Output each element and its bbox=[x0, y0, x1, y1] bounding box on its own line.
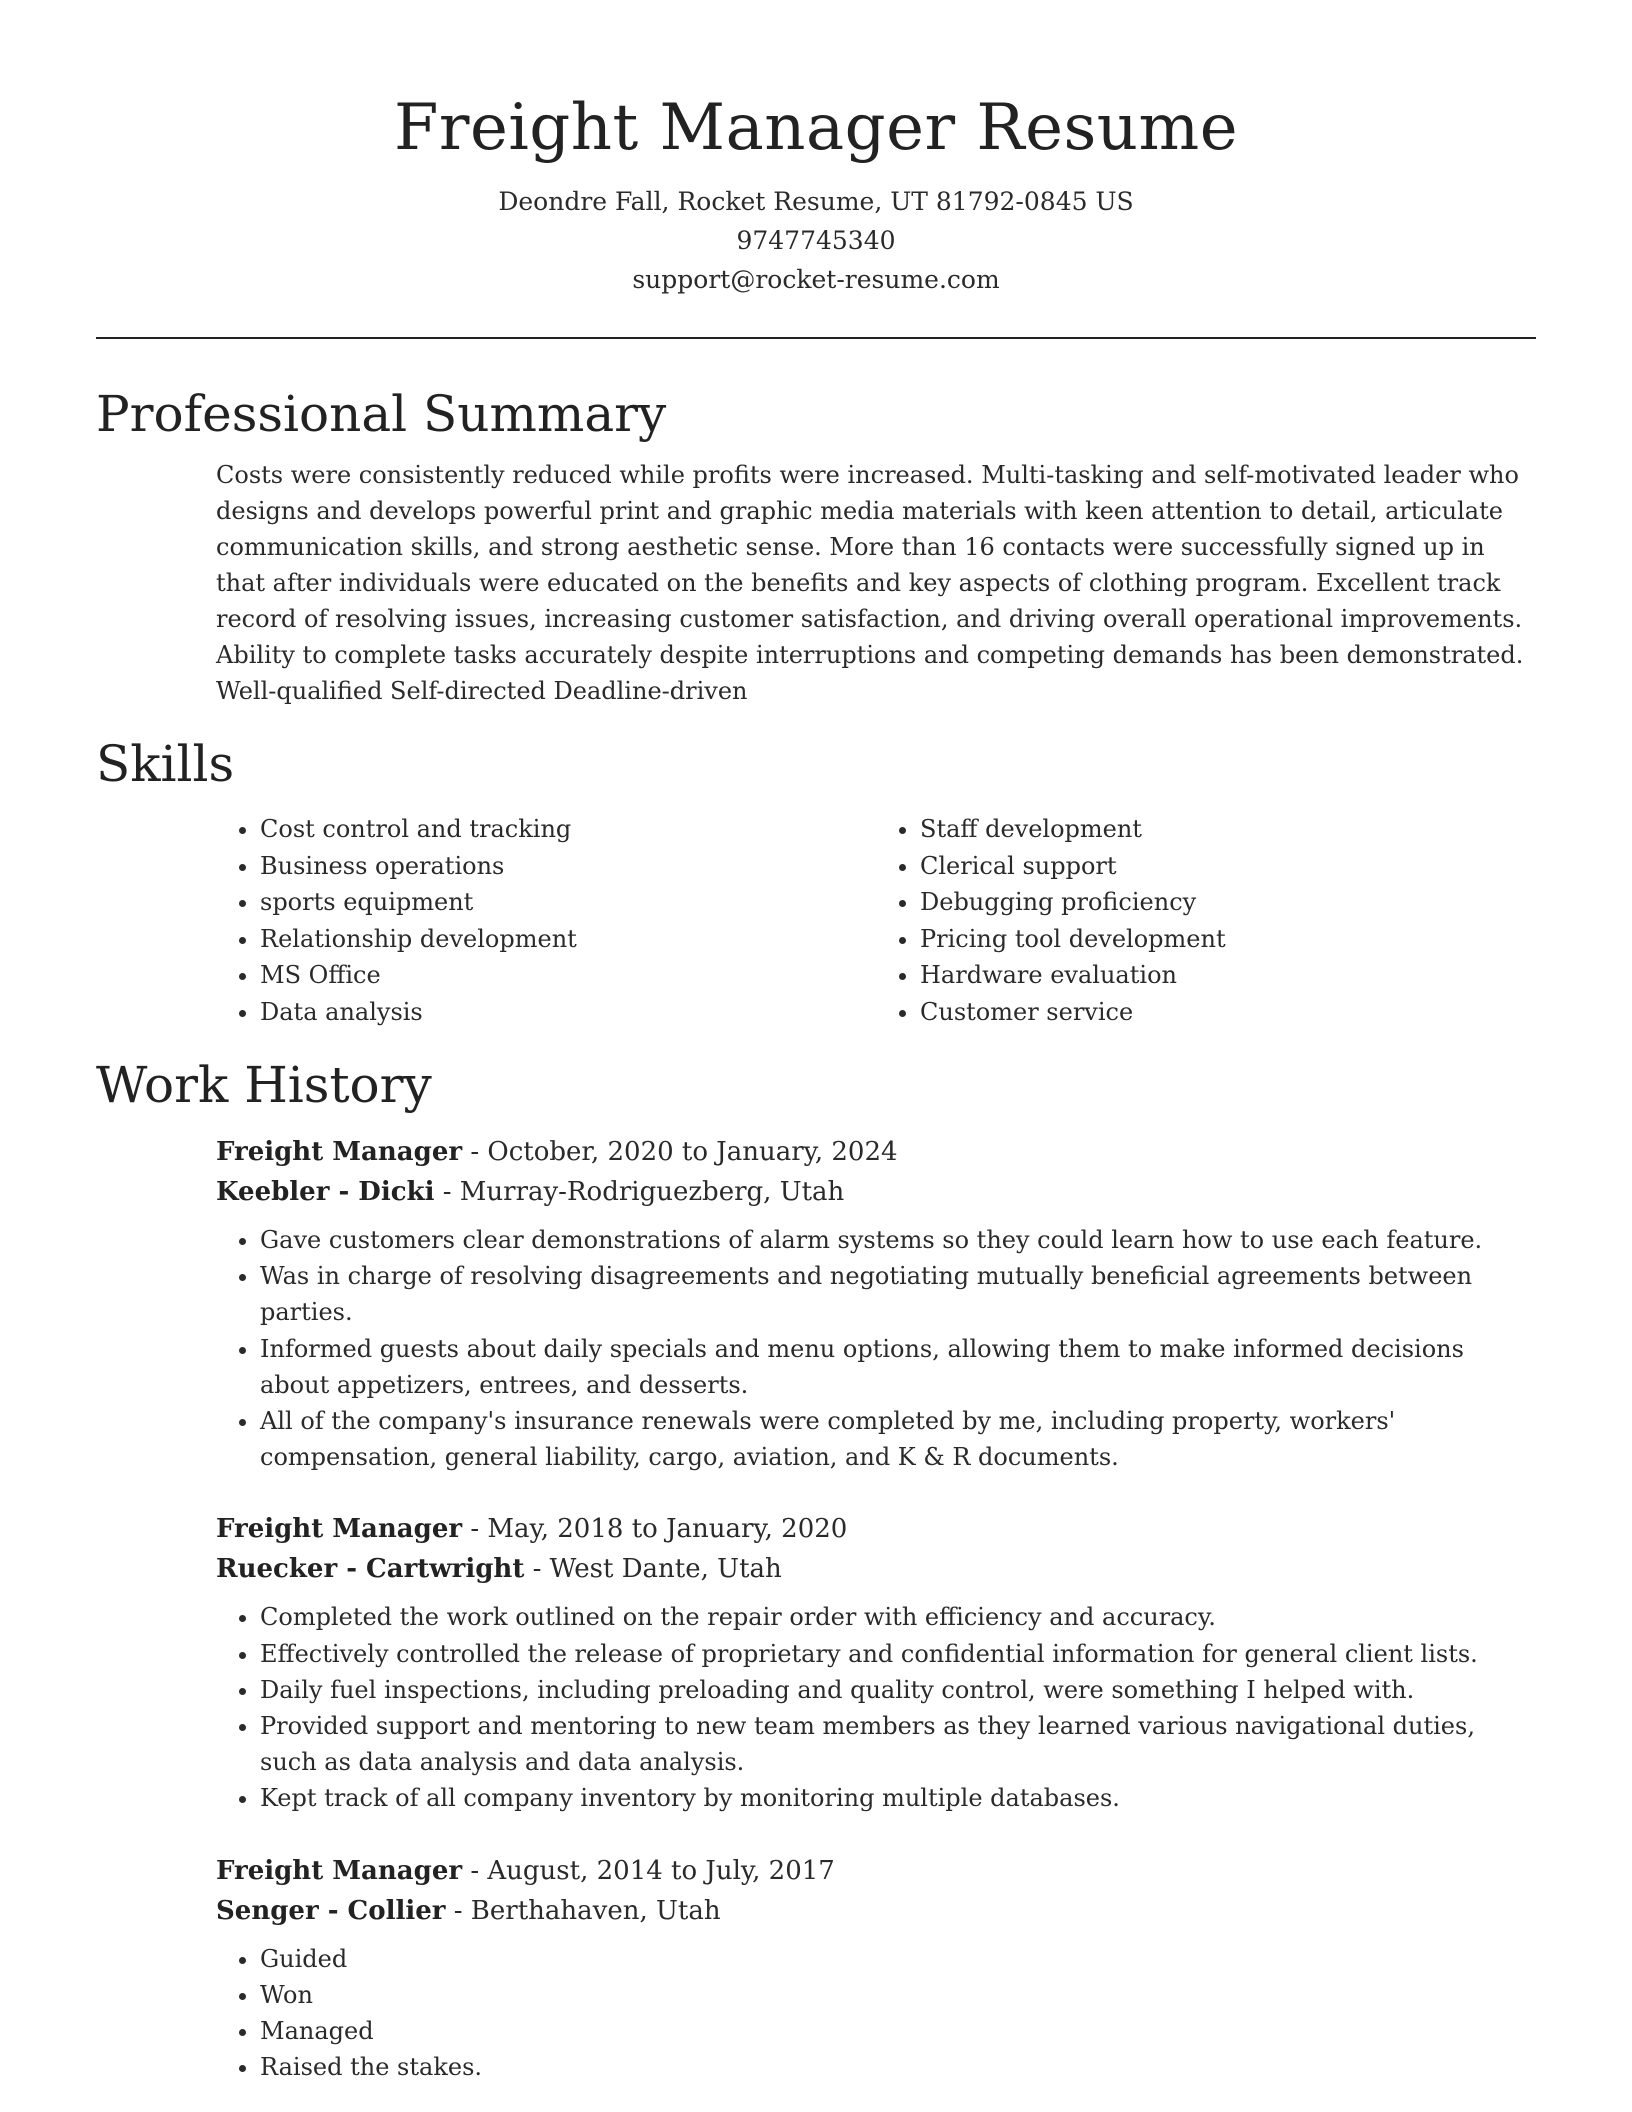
skill-item: • sports equipment bbox=[260, 884, 876, 921]
job-company-line bbox=[216, 1549, 1536, 1589]
skill-item: • Clerical support bbox=[920, 848, 1536, 885]
job-bullet: • Managed bbox=[260, 2013, 1536, 2049]
skill-item: • Pricing tool development bbox=[920, 921, 1536, 958]
job-location: - Berthahaven, Utah bbox=[445, 1895, 721, 1926]
job-title: Freight Manager bbox=[216, 1137, 463, 1167]
job-entry bbox=[216, 1132, 1536, 1475]
job-bullet: • Provided support and mentoring to new team members as they learned various navigational duties, such as data analysis and data analysis. bbox=[260, 1708, 1536, 1780]
skills-heading: Skills bbox=[96, 735, 235, 793]
job-company: Keebler - Dicki bbox=[216, 1177, 435, 1207]
job-title-line bbox=[216, 1509, 1536, 1549]
job-bullet: • Raised the stakes. bbox=[260, 2049, 1536, 2085]
job-dates: - August, 2014 to July, 2017 bbox=[462, 1855, 835, 1886]
summary-text: Costs were consistently reduced while profits were increased. Multi-tasking and self-motivated leader who designs and develops powerful print and graphic media materials with keen attention to detail, articulate communication skills, and strong aesthetic sense. More than 16 contacts were successfully signed up in that after individuals were educated on the benefits and key aspects of clothing program. Excellent track record of resolving issues, increasing customer satisfaction, and driving overall operational improvements. Ability to complete tasks accurately despite interruptions and competing demands has been demonstrated. Well-qualified Self-directed Deadline-driven bbox=[216, 461, 1524, 705]
job-bullets bbox=[216, 1941, 1536, 2086]
skill-item: • Hardware evaluation bbox=[920, 957, 1536, 994]
contact-phone: 9747745340 bbox=[736, 226, 896, 255]
contact-email: support@rocket-resume.com bbox=[632, 265, 1000, 294]
skills-column-right bbox=[876, 811, 1536, 1030]
job-bullet: • All of the company's insurance renewals were completed by me, including property, workers' compensation, general liability, cargo, aviation, and K & R documents. bbox=[260, 1403, 1536, 1475]
header-divider bbox=[96, 337, 1536, 339]
job-bullet: • Was in charge of resolving disagreements and negotiating mutually beneficial agreements between parties. bbox=[260, 1258, 1536, 1330]
job-title-line bbox=[216, 1132, 1536, 1172]
job-bullet: • Kept track of all company inventory by monitoring multiple databases. bbox=[260, 1780, 1536, 1816]
resume-page bbox=[96, 0, 1536, 2085]
job-location: - West Dante, Utah bbox=[524, 1554, 782, 1585]
skill-item: • Cost control and tracking bbox=[260, 811, 876, 848]
skill-item: • Debugging proficiency bbox=[920, 884, 1536, 921]
skill-item: • Customer service bbox=[920, 994, 1536, 1031]
job-company-line bbox=[216, 1172, 1536, 1212]
job-dates: - May, 2018 to January, 2020 bbox=[462, 1514, 848, 1545]
job-title: Freight Manager bbox=[216, 1855, 463, 1886]
skills-list bbox=[216, 811, 1536, 1030]
job-bullet: • Gave customers clear demonstrations of alarm systems so they could learn how to use each feature. bbox=[260, 1222, 1536, 1258]
skill-item: • Staff development bbox=[920, 811, 1536, 848]
skill-item: • Relationship development bbox=[260, 921, 876, 958]
work-history-heading: Work History bbox=[96, 1056, 432, 1114]
job-title-line bbox=[216, 1851, 1536, 1891]
resume-title: Freight Manager Resume bbox=[393, 91, 1239, 165]
skills-column-left bbox=[216, 811, 876, 1030]
job-bullet: • Guided bbox=[260, 1941, 1536, 1977]
job-entry bbox=[216, 1509, 1536, 1816]
summary-heading: Professional Summary bbox=[96, 385, 667, 443]
job-bullets bbox=[216, 1222, 1536, 1475]
skill-item: • Data analysis bbox=[260, 994, 876, 1031]
skill-item: • Business operations bbox=[260, 848, 876, 885]
job-dates: - October, 2020 to January, 2024 bbox=[462, 1137, 898, 1167]
job-company: Ruecker - Cartwright bbox=[216, 1554, 525, 1585]
job-title: Freight Manager bbox=[216, 1514, 463, 1545]
job-entry bbox=[216, 1851, 1536, 2086]
skill-item: • MS Office bbox=[260, 957, 876, 994]
job-bullet: • Informed guests about daily specials and menu options, allowing them to make informed decisions about appetizers, entrees, and desserts. bbox=[260, 1331, 1536, 1403]
job-bullet: • Daily fuel inspections, including preloading and quality control, were something I helped with. bbox=[260, 1672, 1536, 1708]
job-bullet: • Effectively controlled the release of proprietary and confidential information for general client lists. bbox=[260, 1636, 1536, 1672]
contact-address: Deondre Fall, Rocket Resume, UT 81792-0845 US bbox=[498, 187, 1134, 216]
job-bullet: • Won bbox=[260, 1977, 1536, 2013]
contact-block bbox=[96, 182, 1536, 299]
job-location: - Murray-Rodriguezberg, Utah bbox=[434, 1177, 845, 1207]
job-company-line bbox=[216, 1891, 1536, 1931]
job-company: Senger - Collier bbox=[216, 1895, 446, 1926]
job-bullets bbox=[216, 1599, 1536, 1816]
job-bullet: • Completed the work outlined on the repair order with efficiency and accuracy. bbox=[260, 1599, 1536, 1635]
